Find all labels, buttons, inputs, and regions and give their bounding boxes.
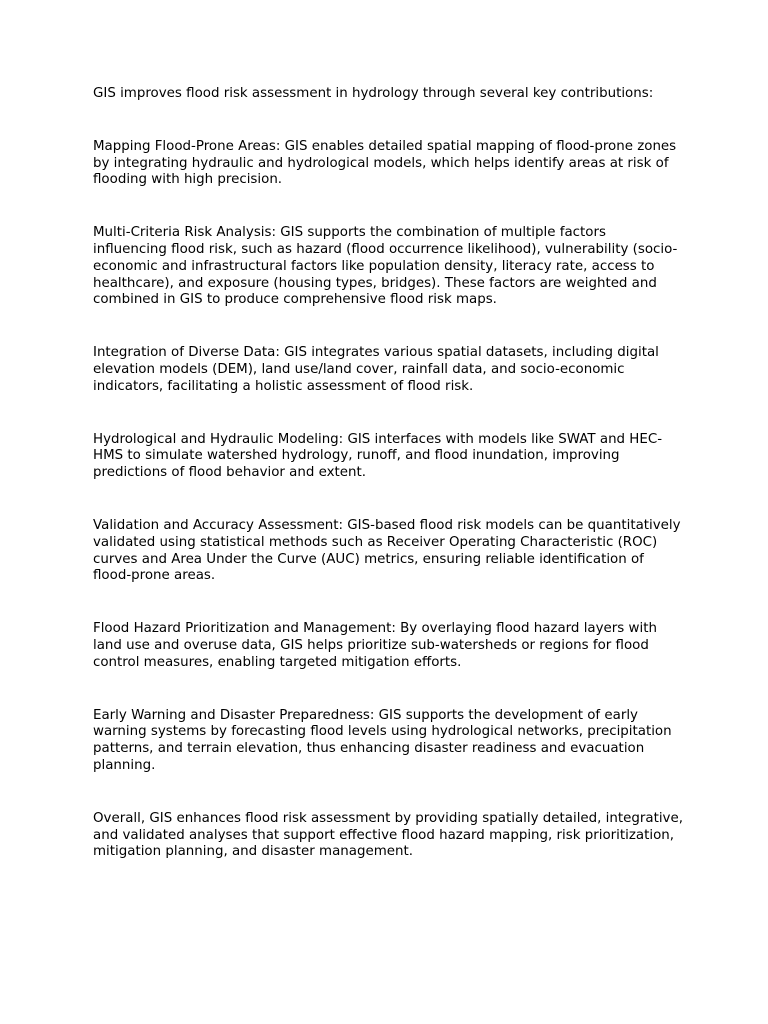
paragraph-spacer (93, 672, 683, 708)
paragraph-spacer (93, 103, 683, 139)
paragraph-hydrological-hydraulic-modeling: Hydrological and Hydraulic Modeling: GIS interfaces with models like SWAT and HEC-HMS to simulate watershed hydrology, runoff, and flood inundation, improving predictions of flood behavior and extent. (93, 431, 663, 481)
intro-paragraph: GIS improves flood risk assessment in hydrology through several key contributions: (93, 86, 654, 101)
conclusion-paragraph: Overall, GIS enhances flood risk assessment by providing spatially detailed, integrative, and validated analyses that support effective flood hazard mapping, risk prioritization, mitigation planning, and disaster management. (93, 810, 683, 860)
paragraph-validation-accuracy-assessment: Validation and Accuracy Assessment: GIS-based flood risk models can be quantitatively validated using statistical methods such as Receiver Operating Characteristic (ROC) curves and Area Under the Curve (AUC) metrics, ensuring reliable identification of flood-prone areas. (93, 517, 681, 584)
paragraph-spacer (93, 585, 683, 621)
paragraph-spacer (93, 396, 683, 432)
paragraph-multi-criteria-risk-analysis: Multi-Criteria Risk Analysis: GIS supports the combination of multiple factors influencing flood risk, such as hazard (flood occurrence likelihood), vulnerability (socio-economic and infrastructural factors like population density, literacy rate, access to healthcare), and exposure (housing types, bridges). These factors are weighted and combined in GIS to produce comprehensive flood risk maps. (93, 225, 678, 308)
paragraph-spacer (93, 775, 683, 811)
paragraph-spacer (93, 309, 683, 345)
paragraph-spacer (93, 189, 683, 225)
paragraph-integration-of-diverse-data: Integration of Diverse Data: GIS integrates various spatial datasets, including digital elevation models (DEM), land use/land cover, rainfall data, and socio-economic indicators, facilitating a holistic assessment of flood risk. (93, 345, 659, 394)
paragraph-mapping-flood-prone-areas: Mapping Flood-Prone Areas: GIS enables detailed spatial mapping of flood-prone zones by integrating hydraulic and hydrological models, which helps identify areas at risk of flooding with high precision. (93, 138, 677, 188)
paragraph-flood-hazard-prioritization: Flood Hazard Prioritization and Management: By overlaying flood hazard layers with land use and overuse data, GIS helps prioritize sub-watersheds or regions for flood control measures, enabling targeted mitigation efforts. (93, 621, 657, 670)
paragraph-early-warning-preparedness: Early Warning and Disaster Preparedness: GIS supports the development of early warning systems by forecasting flood levels using hydrological networks, precipitation patterns, and terrain elevation, thus enhancing disaster readiness and evacuation planning. (93, 707, 672, 773)
document-page (93, 86, 683, 861)
paragraph-spacer (93, 482, 683, 518)
